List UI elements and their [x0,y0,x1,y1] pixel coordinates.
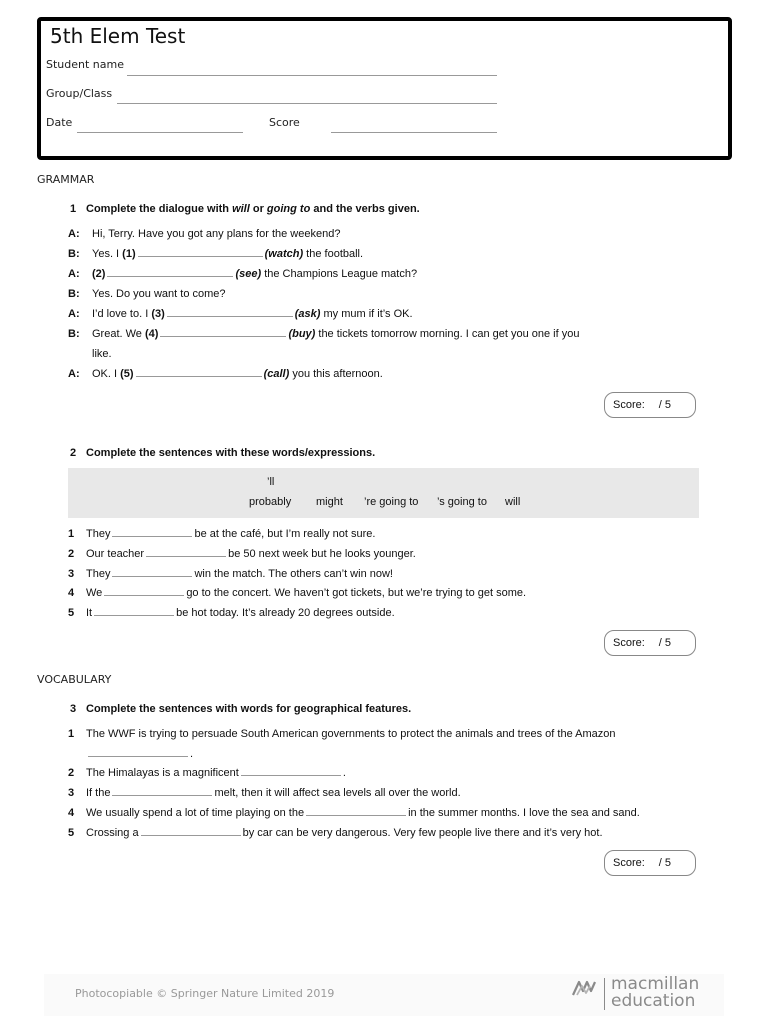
student-name-label: Student name [46,58,124,71]
sentence-item: 4 We usually spend a lot of time playing on the in the summer months. I love the sea and sand. [68,803,688,823]
dialogue-line: B: Yes. I (1) (watch) the football. [68,244,608,264]
answer-blank[interactable] [306,804,406,816]
test-header-box [37,17,732,160]
answer-blank[interactable] [136,365,262,377]
dialogue-line: A: Hi, Terry. Have you got any plans for the weekend? [68,228,341,240]
word-option: might [316,496,343,508]
answer-blank[interactable] [241,764,341,776]
answer-blank[interactable] [138,245,263,257]
word-option: ’re going to [364,496,419,508]
answer-blank[interactable] [141,824,241,836]
exercise-number: 2 [70,447,77,459]
date-field[interactable] [77,132,243,133]
sentence-item: 5 Crossing a by car can be very dangerous. Very few people live there and it’s very hot. [68,823,688,843]
sentence-item: 1 They be at the café, but I’m really not sure. [68,524,688,544]
answer-blank[interactable] [167,305,293,317]
dialogue-line: like. [92,348,112,360]
dialogue-line: A: I’d love to. I (3) (ask) my mum if it’s OK. [68,304,608,324]
exercise-1-score-box[interactable] [604,392,696,418]
answer-blank[interactable] [94,604,174,616]
answer-blank[interactable] [107,265,233,277]
logo-divider [604,978,605,1010]
answer-blank[interactable] [104,584,184,596]
score-label: Score: [613,399,645,411]
score-max: / 5 [658,399,672,411]
sentence-item: 2 Our teacher be 50 next week but he looks younger. [68,544,688,564]
group-class-field[interactable] [117,103,497,104]
student-name-field[interactable] [127,75,497,76]
group-class-label: Group/Class [46,87,113,100]
answer-blank[interactable] [88,745,188,757]
word-option: ’ll [267,476,275,488]
score-max: / 5 [658,857,672,869]
date-label: Date [46,116,73,129]
dialogue-line: A: (2) (see) the Champions League match? [68,264,608,284]
answer-blank[interactable] [112,784,212,796]
dialogue-line: A: OK. I (5) (call) you this afternoon. [68,364,608,384]
vocabulary-section-title: VOCABULARY [37,673,112,686]
answer-blank[interactable] [112,565,192,577]
sentence-item: 3 If the melt, then it will affect sea levels all over the world. [68,783,688,803]
score-label: Score: [613,857,645,869]
exercise-number: 3 [70,703,77,715]
grammar-section-title: GRAMMAR [37,173,95,186]
exercise-1-instruction: 1 Complete the dialogue with will or going to and the verbs given. [70,203,420,215]
score-field[interactable] [331,132,497,133]
exercise-3-instruction: 3 Complete the sentences with words for geographical features. [70,703,412,715]
sentence-item: 3 They win the match. The others can’t win now! [68,564,688,584]
answer-blank[interactable] [160,325,286,337]
score-label: Score [269,116,300,129]
test-title: 5th Elem Test [50,24,186,48]
exercise-2-score-box[interactable] [604,630,696,656]
score-label: Score: [613,637,645,649]
exercise-3-score-box[interactable] [604,850,696,876]
copyright-text: Photocopiable © Springer Nature Limited 2019 [75,987,335,1000]
score-max: / 5 [658,637,672,649]
answer-blank[interactable] [146,545,226,557]
sentence-item: 1 The WWF is trying to persuade South American governments to protect the animals and trees of the Amazon . [68,728,616,760]
sentence-item: 4 We go to the concert. We haven’t got tickets, but we’re trying to get some. [68,583,688,603]
word-option: will [505,496,521,508]
word-box [68,468,699,518]
sentence-item: 2 The Himalayas is a magnificent . [68,763,688,783]
exercise-number: 1 [70,203,77,215]
dialogue-line: B: Yes. Do you want to come? [68,288,226,300]
word-option: ’s going to [437,496,487,508]
answer-blank[interactable] [112,525,192,537]
brand-name: macmillan education [611,974,700,1011]
macmillan-logo-icon [572,979,598,997]
sentence-item: 5 It be hot today. It’s already 20 degrees outside. [68,603,688,623]
dialogue-line: B: Great. We (4) (buy) the tickets tomorrow morning. I can get you one if you [68,324,608,344]
exercise-2-instruction: 2 Complete the sentences with these words/expressions. [70,447,376,459]
word-option: probably [249,496,292,508]
